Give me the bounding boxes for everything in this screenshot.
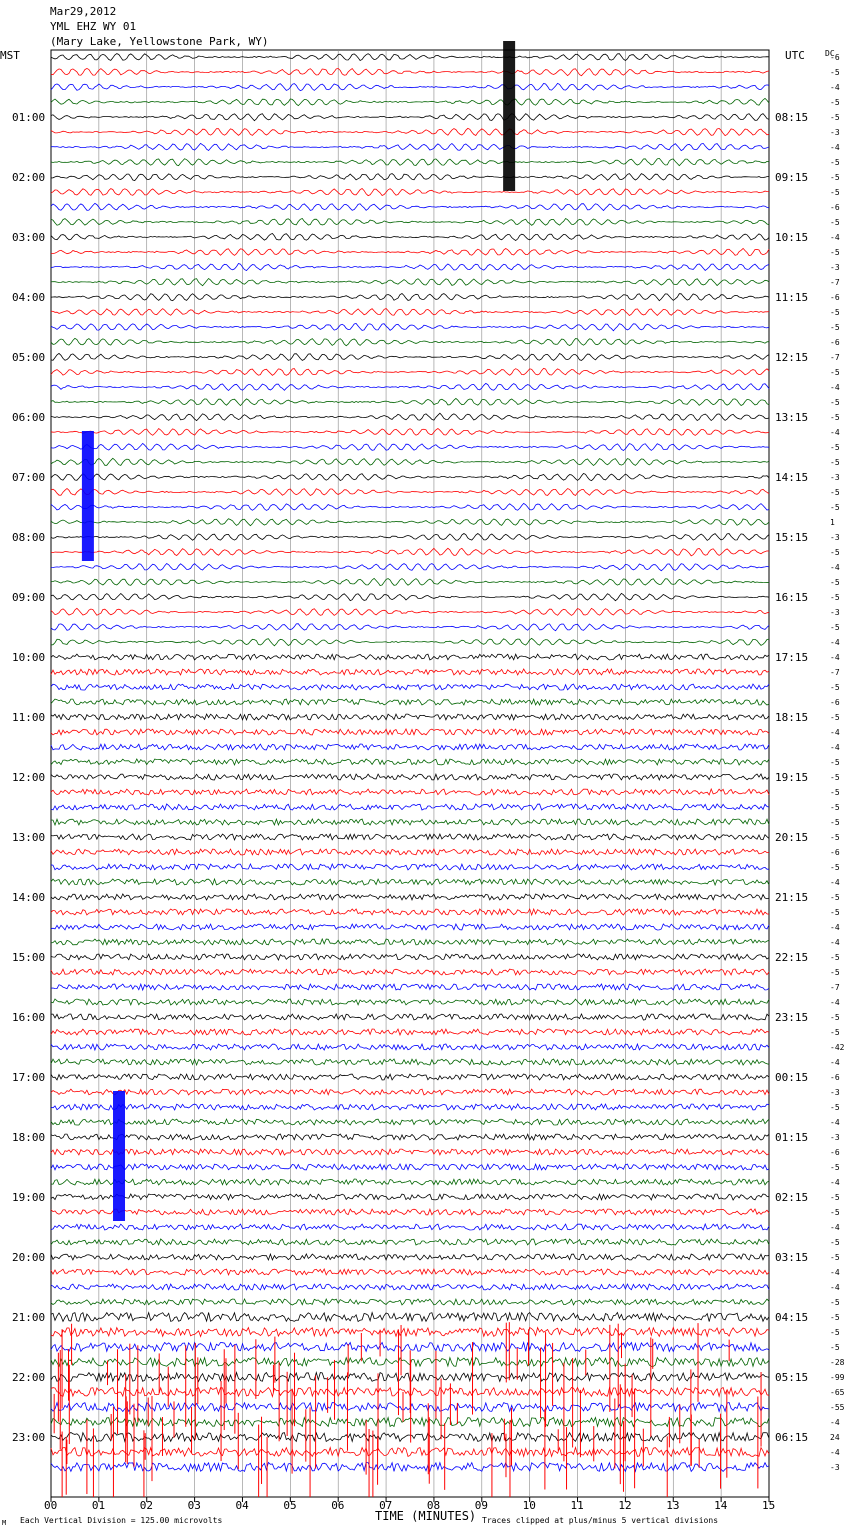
trace-row-20 <box>51 353 769 360</box>
x-tick-label: 06 <box>331 1499 345 1512</box>
dc-offset: -7 <box>830 353 840 362</box>
dc-offset: -5 <box>830 113 840 122</box>
dc-offset: -42 <box>830 1043 845 1052</box>
trace-row-65 <box>51 1029 769 1035</box>
x-axis-title: TIME (MINUTES) <box>375 1509 477 1523</box>
trace-row-49 <box>51 789 769 795</box>
right-hour-label: 23:15 <box>775 1011 809 1024</box>
dc-offset: -5 <box>830 218 840 227</box>
dc-offset: -6 <box>830 698 840 707</box>
dc-offset: -5 <box>830 1193 840 1202</box>
right-hour-label: 08:15 <box>775 111 809 124</box>
division-note: Each Vertical Division = 125.00 microvolts <box>20 1516 223 1525</box>
trace-row-71 <box>51 1119 769 1125</box>
dc-offset: -5 <box>830 968 840 977</box>
dc-offset: -5 <box>830 1313 840 1322</box>
dc-offset: -5 <box>830 1103 840 1112</box>
trace-row-27 <box>51 458 769 465</box>
trace-row-6 <box>51 143 769 150</box>
x-tick-label: 11 <box>570 1499 584 1512</box>
trace-row-3 <box>51 98 769 105</box>
trace-row-86 <box>51 1343 769 1352</box>
dc-offset: -5 <box>830 1013 840 1022</box>
dc-offset: -5 <box>830 713 840 722</box>
trace-row-54 <box>51 864 769 870</box>
trace-row-85 <box>51 1328 769 1337</box>
right-hour-label: 20:15 <box>775 831 809 844</box>
trace-row-21 <box>51 368 769 375</box>
dc-offset: -4 <box>830 83 840 92</box>
right-hour-label: 12:15 <box>775 351 809 364</box>
trace-row-40 <box>51 654 769 660</box>
x-tick-label: 07 <box>379 1499 393 1512</box>
left-hour-label: 11:00 <box>12 711 46 724</box>
right-hour-label: 22:15 <box>775 951 809 964</box>
trace-row-1 <box>51 68 769 75</box>
dc-offset: -4 <box>830 383 840 392</box>
trace-row-12 <box>51 234 769 241</box>
right-timezone-label: UTC <box>785 49 805 62</box>
dc-offset: -4 <box>830 1118 840 1127</box>
trace-row-74 <box>51 1164 769 1170</box>
trace-row-55 <box>51 879 769 885</box>
dc-offset: -5 <box>830 623 840 632</box>
trace-row-91 <box>51 1418 769 1427</box>
trace-row-15 <box>51 279 769 286</box>
dc-offset: -5 <box>830 488 840 497</box>
trace-row-31 <box>51 519 769 526</box>
left-hour-label: 14:00 <box>12 891 46 904</box>
left-hour-label: 01:00 <box>12 111 46 124</box>
dc-offset: -4 <box>830 653 840 662</box>
trace-row-29 <box>51 489 769 496</box>
dc-offset: -4 <box>830 878 840 887</box>
trace-row-44 <box>51 714 769 720</box>
left-hour-label: 02:00 <box>12 171 46 184</box>
dc-offset: -5 <box>830 413 840 422</box>
dc-offset: -5 <box>830 398 840 407</box>
dc-offset: -4 <box>830 938 840 947</box>
trace-row-19 <box>51 338 769 345</box>
dc-offset: -5 <box>830 908 840 917</box>
right-hour-label: 02:15 <box>775 1191 809 1204</box>
trace-row-93 <box>51 1448 769 1457</box>
right-hour-label: 18:15 <box>775 711 809 724</box>
x-tick-label: 12 <box>618 1499 632 1512</box>
x-tick-label: 00 <box>44 1499 58 1512</box>
trace-row-56 <box>51 894 769 900</box>
dc-offset: -4 <box>830 1418 840 1427</box>
trace-row-48 <box>51 774 769 780</box>
trace-row-0 <box>51 54 769 61</box>
trace-row-69 <box>51 1089 769 1095</box>
right-hour-label: 11:15 <box>775 291 809 304</box>
dc-offset: -4 <box>830 728 840 737</box>
dc-offset: -5 <box>830 548 840 557</box>
trace-row-43 <box>51 699 769 705</box>
trace-row-81 <box>51 1269 769 1275</box>
trace-row-9 <box>51 189 769 196</box>
trace-row-53 <box>51 849 769 855</box>
dc-offset: -5 <box>830 503 840 512</box>
trace-row-78 <box>51 1224 769 1230</box>
left-hour-label: 12:00 <box>12 771 46 784</box>
dc-offset: -4 <box>830 1178 840 1187</box>
x-tick-label: 15 <box>762 1499 776 1512</box>
left-hour-label: 15:00 <box>12 951 46 964</box>
trace-row-73 <box>51 1149 769 1155</box>
dc-offset: -5 <box>830 683 840 692</box>
dc-offset: -4 <box>830 1268 840 1277</box>
dc-offset: -3 <box>830 263 840 272</box>
dc-offset: -4 <box>830 563 840 572</box>
trace-row-41 <box>51 669 769 675</box>
right-hour-label: 16:15 <box>775 591 809 604</box>
trace-row-13 <box>51 248 769 255</box>
dc-offset: -6 <box>830 848 840 857</box>
dc-offset: -5 <box>830 158 840 167</box>
dc-offset: -5 <box>830 248 840 257</box>
left-hour-label: 06:00 <box>12 411 46 424</box>
left-timezone-label: MST <box>0 49 20 62</box>
trace-row-10 <box>51 203 769 210</box>
trace-row-8 <box>51 174 769 181</box>
left-hour-label: 09:00 <box>12 591 46 604</box>
event-marks <box>54 41 761 1497</box>
trace-row-24 <box>51 413 769 420</box>
dc-offset: -6 <box>830 338 840 347</box>
x-tick-label: 05 <box>283 1499 297 1512</box>
station-id: YML EHZ WY 01 <box>50 20 137 33</box>
trace-row-46 <box>51 744 769 750</box>
trace-row-94 <box>51 1463 769 1472</box>
trace-row-72 <box>51 1134 769 1140</box>
dc-offset: -4 <box>830 1223 840 1232</box>
trace-row-75 <box>51 1179 769 1185</box>
dc-offset: -5 <box>830 863 840 872</box>
dc-offset: -5 <box>830 773 840 782</box>
dc-offset: -4 <box>830 998 840 1007</box>
right-hour-label: 21:15 <box>775 891 809 904</box>
left-hour-label: 20:00 <box>12 1251 46 1264</box>
trace-lines <box>51 54 769 1472</box>
x-tick-label: 13 <box>666 1499 680 1512</box>
trace-row-47 <box>51 759 769 765</box>
dc-offset: -28 <box>830 1358 845 1367</box>
trace-row-68 <box>51 1074 769 1080</box>
event-mark-1 <box>82 431 94 561</box>
dc-offset: -3 <box>830 533 840 542</box>
right-hour-label: 10:15 <box>775 231 809 244</box>
left-hour-label: 13:00 <box>12 831 46 844</box>
dc-offset: -7 <box>830 278 840 287</box>
dc-offset: -6 <box>830 1148 840 1157</box>
trace-row-79 <box>51 1239 769 1245</box>
dc-offset: 1 <box>830 518 835 527</box>
dc-offset: -5 <box>830 578 840 587</box>
dc-offset: -3 <box>830 128 840 137</box>
right-hour-label: 06:15 <box>775 1431 809 1444</box>
dc-offset: -6 <box>830 53 840 62</box>
right-hour-label: 05:15 <box>775 1371 809 1384</box>
trace-row-28 <box>51 474 769 481</box>
trace-row-25 <box>51 429 769 436</box>
dc-label: DC <box>825 49 835 58</box>
dc-offset: -5 <box>830 1328 840 1337</box>
dc-offset: -99 <box>830 1373 845 1382</box>
trace-row-92 <box>51 1433 769 1442</box>
dc-offset: -3 <box>830 608 840 617</box>
trace-row-34 <box>51 564 769 571</box>
trace-row-60 <box>51 954 769 960</box>
trace-row-76 <box>51 1194 769 1200</box>
x-tick-label: 08 <box>426 1499 441 1512</box>
dc-offset: -4 <box>830 143 840 152</box>
dc-offset: -5 <box>830 368 840 377</box>
left-hour-label: 23:00 <box>12 1431 46 1444</box>
dc-offset: -5 <box>830 893 840 902</box>
x-axis-ticks <box>51 1497 769 1502</box>
right-hour-label: 14:15 <box>775 471 809 484</box>
dc-offset: -5 <box>830 188 840 197</box>
right-hour-label: 03:15 <box>775 1251 809 1264</box>
right-hour-label: 01:15 <box>775 1131 809 1144</box>
left-hour-label: 18:00 <box>12 1131 46 1144</box>
left-hour-label: 05:00 <box>12 351 46 364</box>
trace-row-42 <box>51 684 769 690</box>
right-hour-label: 15:15 <box>775 531 809 544</box>
x-tick-label: 01 <box>91 1499 106 1512</box>
dc-offset: -5 <box>830 443 840 452</box>
dc-offset: -5 <box>830 758 840 767</box>
x-tick-label: 03 <box>187 1499 201 1512</box>
right-hour-label: 04:15 <box>775 1311 809 1324</box>
dc-offset: -7 <box>830 983 840 992</box>
right-hour-label: 00:15 <box>775 1071 809 1084</box>
trace-row-82 <box>51 1284 769 1290</box>
dc-offset: -5 <box>830 1163 840 1172</box>
dc-offset: -5 <box>830 323 840 332</box>
left-hour-label: 16:00 <box>12 1011 46 1024</box>
dc-offset: -4 <box>830 923 840 932</box>
trace-row-45 <box>51 729 769 735</box>
dc-offset: -5 <box>830 1028 840 1037</box>
trace-row-16 <box>51 294 769 301</box>
trace-row-35 <box>51 578 769 585</box>
dc-offset: -5 <box>830 818 840 827</box>
dc-offset: -3 <box>830 473 840 482</box>
trace-row-23 <box>51 398 769 405</box>
dc-offset: 24 <box>830 1433 840 1442</box>
trace-row-70 <box>51 1104 769 1110</box>
dc-offset: -5 <box>830 788 840 797</box>
trace-row-22 <box>51 383 769 390</box>
event-mark-0 <box>503 41 515 191</box>
trace-row-52 <box>51 834 769 840</box>
dc-offset: -5 <box>830 1253 840 1262</box>
dc-offset: -5 <box>830 458 840 467</box>
dc-offset: -5 <box>830 98 840 107</box>
clip-note: Traces clipped at plus/minus 5 vertical divisions <box>482 1516 719 1525</box>
trace-row-61 <box>51 969 769 975</box>
trace-row-30 <box>51 503 769 510</box>
x-tick-label: 14 <box>714 1499 728 1512</box>
trace-row-77 <box>51 1209 769 1215</box>
dc-offset: -5 <box>830 1208 840 1217</box>
dc-offset: -5 <box>830 1238 840 1247</box>
trace-row-36 <box>51 593 769 600</box>
right-hour-label: 13:15 <box>775 411 809 424</box>
trace-row-37 <box>51 608 769 615</box>
right-hour-label: 09:15 <box>775 171 809 184</box>
dc-offset: -5 <box>830 1298 840 1307</box>
dc-offset: -4 <box>830 1448 840 1457</box>
dc-offset: -55 <box>830 1403 845 1412</box>
plot-date: Mar29,2012 <box>50 5 117 18</box>
trace-row-33 <box>51 548 769 556</box>
trace-row-14 <box>51 264 769 271</box>
left-hour-label: 19:00 <box>12 1191 46 1204</box>
trace-row-66 <box>51 1044 769 1050</box>
trace-row-50 <box>51 804 769 810</box>
x-tick-label: 10 <box>522 1499 536 1512</box>
right-hour-label: 19:15 <box>775 771 809 784</box>
dc-offset: -5 <box>830 68 840 77</box>
dc-offset: -4 <box>830 638 840 647</box>
trace-row-18 <box>51 324 769 331</box>
trace-row-17 <box>51 309 769 316</box>
trace-row-64 <box>51 1014 769 1020</box>
dc-offset: -3 <box>830 1088 840 1097</box>
dc-offset: -4 <box>830 233 840 242</box>
dc-offset: -5 <box>830 308 840 317</box>
dc-offset: -5 <box>830 173 840 182</box>
corner-mark: M <box>2 1519 7 1527</box>
trace-row-67 <box>51 1059 769 1065</box>
dc-offset: -5 <box>830 953 840 962</box>
dc-offset: -4 <box>830 1058 840 1067</box>
trace-row-5 <box>51 128 769 135</box>
x-tick-label: 09 <box>474 1499 489 1512</box>
event-mark-2 <box>113 1091 125 1221</box>
dc-offset: -6 <box>830 293 840 302</box>
trace-row-58 <box>51 924 769 930</box>
trace-row-83 <box>51 1299 769 1305</box>
left-hour-label: 17:00 <box>12 1071 46 1084</box>
left-hour-label: 21:00 <box>12 1311 46 1324</box>
trace-row-51 <box>51 819 769 825</box>
left-hour-label: 03:00 <box>12 231 46 244</box>
dc-offset: -5 <box>830 833 840 842</box>
dc-offset: -3 <box>830 1133 840 1142</box>
trace-row-84 <box>51 1313 769 1322</box>
dc-offset: -3 <box>830 1463 840 1472</box>
trace-row-38 <box>51 624 769 631</box>
left-hour-label: 08:00 <box>12 531 46 544</box>
x-tick-label: 02 <box>139 1499 153 1512</box>
trace-row-26 <box>51 443 769 450</box>
dc-offset: -5 <box>830 803 840 812</box>
trace-row-7 <box>51 158 769 165</box>
trace-row-57 <box>51 909 769 915</box>
dc-offset: -4 <box>830 428 840 437</box>
x-tick-label: 04 <box>235 1499 249 1512</box>
trace-row-80 <box>51 1254 769 1260</box>
station-location: (Mary Lake, Yellowstone Park, WY) <box>50 35 269 48</box>
trace-row-4 <box>51 114 769 121</box>
left-hour-label: 10:00 <box>12 651 46 664</box>
left-hour-label: 22:00 <box>12 1371 46 1384</box>
dc-offset: -5 <box>830 593 840 602</box>
right-hour-label: 17:15 <box>775 651 809 664</box>
left-hour-label: 04:00 <box>12 291 46 304</box>
trace-row-2 <box>51 83 769 90</box>
left-hour-label: 07:00 <box>12 471 46 484</box>
dc-offset: -5 <box>830 1343 840 1352</box>
dc-offset: -65 <box>830 1388 845 1397</box>
trace-row-32 <box>51 534 769 541</box>
dc-offset: -6 <box>830 1073 840 1082</box>
trace-row-59 <box>51 939 769 945</box>
dc-offset: -4 <box>830 743 840 752</box>
trace-row-39 <box>51 638 769 645</box>
dc-offset: -6 <box>830 203 840 212</box>
trace-row-62 <box>51 984 769 990</box>
trace-row-63 <box>51 999 769 1005</box>
dc-offset: -7 <box>830 668 840 677</box>
trace-row-11 <box>51 219 769 226</box>
dc-offset: -4 <box>830 1283 840 1292</box>
